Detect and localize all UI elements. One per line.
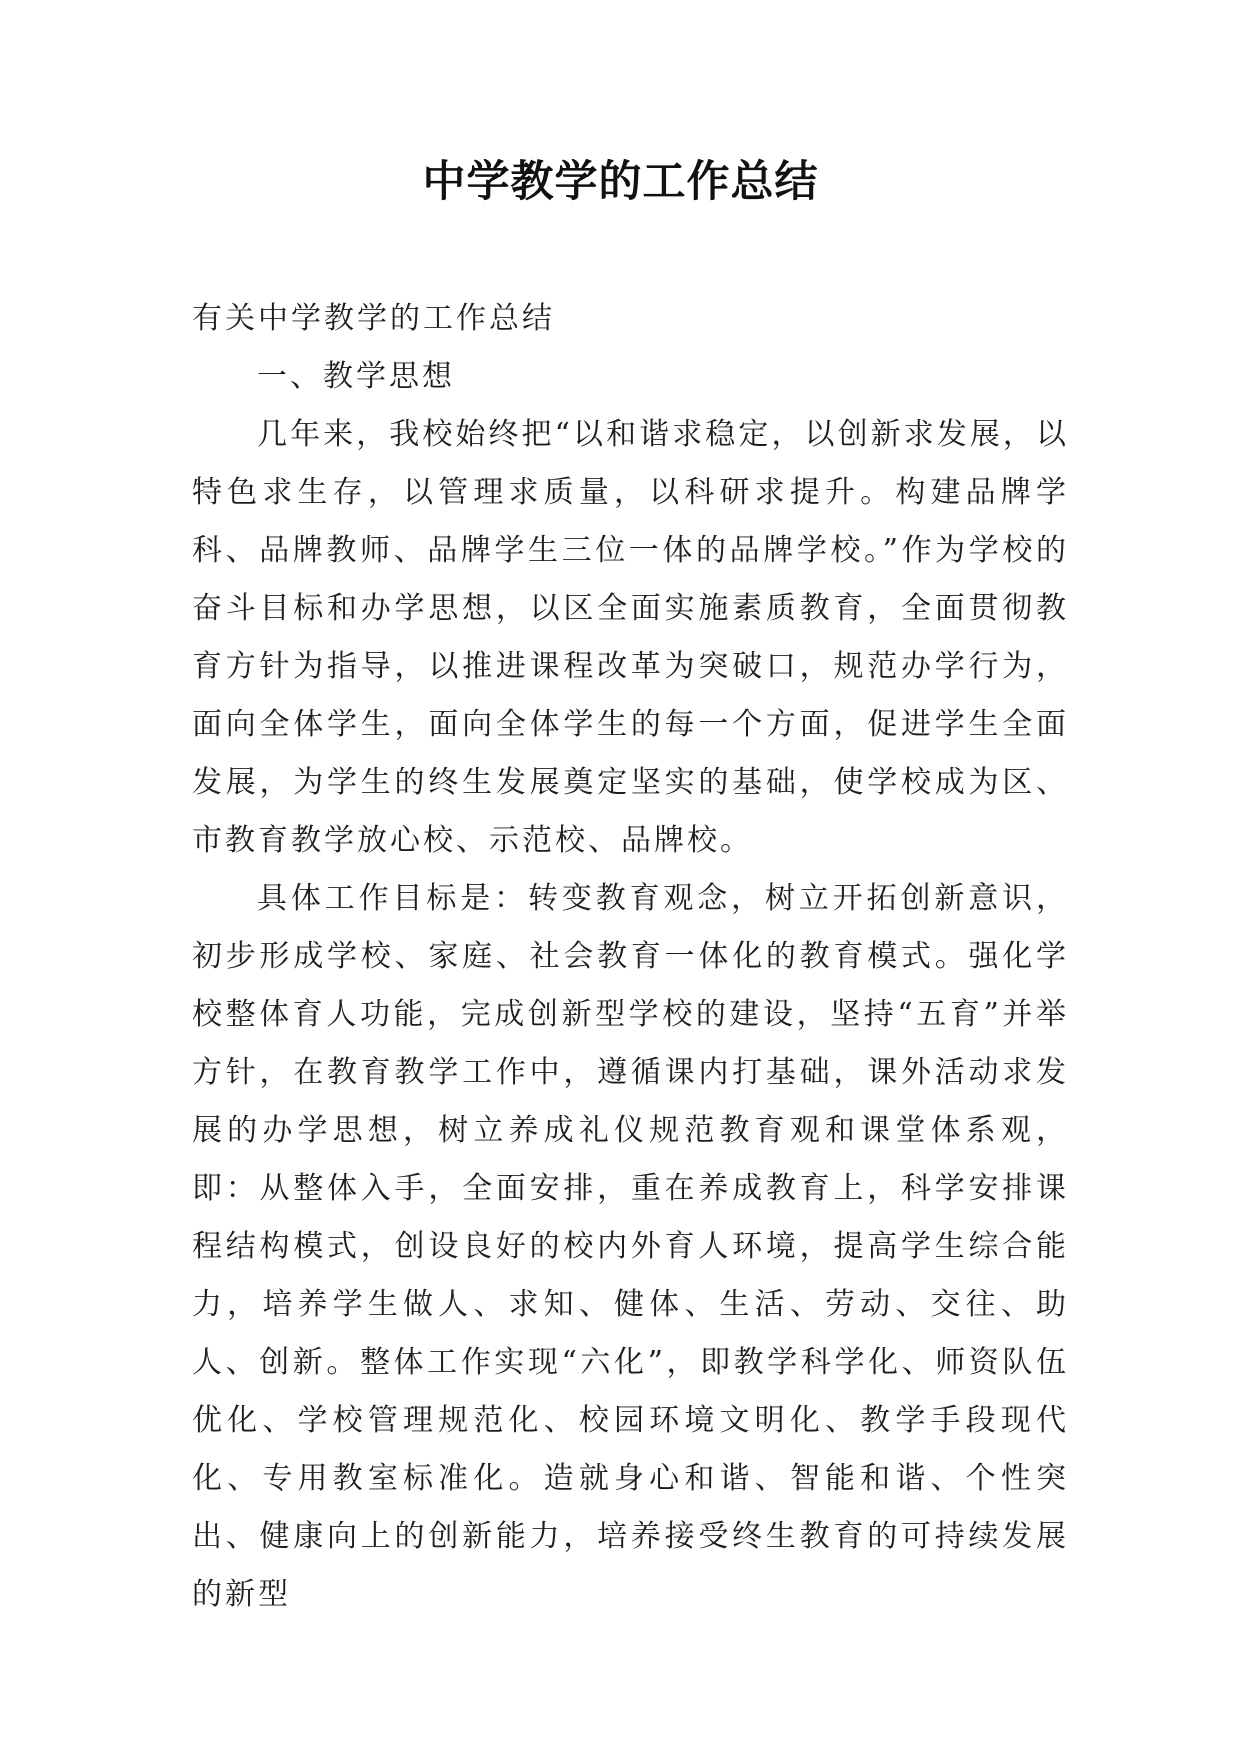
- document-body: [192, 290, 1069, 1624]
- document-title: 中学教学的工作总结: [422, 157, 819, 207]
- body-paragraph: 几年来，我校始终把“以和谐求稳定，以创新求发展，以特色求生存，以管理求质量，以科研求提升。构建品牌学科、品牌教师、品牌学生三位一体的品牌学校。”作为学校的奋斗目标和办学思想，以区全面实施素质教育，全面贯彻教育方针为指导，以推进课程改革为突破口，规范办学行为，面向全体学生，面向全体学生的每一个方面，促进学生全面发展，为学生的终生发展奠定坚实的基础，使学校成为区、市教育教学放心校、示范校、品牌校。: [192, 417, 1069, 858]
- body-paragraph: 具体工作目标是：转变教育观念，树立开拓创新意识，初步形成学校、家庭、社会教育一体化的教育模式。强化学校整体育人功能，完成创新型学校的建设，坚持“五育”并举方针，在教育教学工作中，遵循课内打基础，课外活动求发展的办学思想，树立养成礼仪规范教育观和课堂体系观，即：从整体入手，全面安排，重在养成教育上，科学安排课程结构模式，创设良好的校内外育人环境，提高学生综合能力，培养学生做人、求知、健体、生活、劳动、交往、助人、创新。整体工作实现“六化”，即教学科学化、师资队伍优化、学校管理规范化、校园环境文明化、教学手段现代化、专用教室标准化。造就身心和谐、智能和谐、个性突出、健康向上的创新能力，培养接受终生教育的可持续发展的新型: [192, 881, 1069, 1612]
- section-heading: 一、教学思想: [257, 359, 455, 394]
- document-subtitle: 有关中学教学的工作总结: [192, 301, 555, 336]
